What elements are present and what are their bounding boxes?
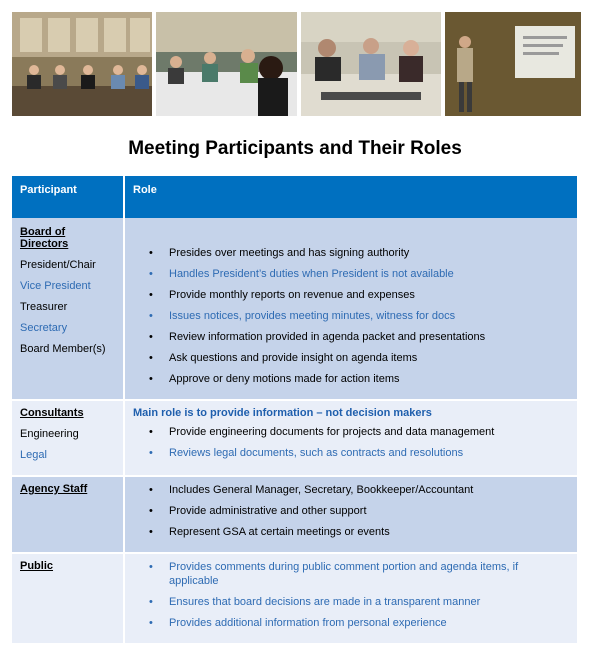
- participant-cell: [12, 218, 124, 400]
- list-item: • Includes General Manager, Secretary, Bookkeeper/Accountant: [133, 483, 569, 497]
- list-item: • Ask questions and provide insight on agenda items: [133, 351, 569, 365]
- photo-strip: [12, 12, 577, 116]
- member-engineering: Engineering: [20, 428, 79, 440]
- role-cell: [124, 476, 577, 553]
- role-list: [133, 560, 569, 630]
- list-item: • Presides over meetings and has signing authority: [133, 246, 569, 260]
- role-cell: [124, 218, 577, 400]
- audience-photo: [156, 12, 297, 116]
- presentation-photo: [445, 12, 581, 116]
- participant-cell: [12, 476, 124, 553]
- list-item: • Approve or deny motions made for action items: [133, 372, 569, 386]
- table-header-row: [12, 176, 577, 218]
- consultants-main-role: Main role is to provide information – not decision makers: [133, 407, 432, 419]
- list-item: • Handles President’s duties when President is not available: [133, 267, 569, 281]
- member-board-members: Board Member(s): [20, 343, 106, 355]
- section-heading-public: Public: [20, 560, 54, 572]
- table-discussion-photo: [301, 12, 441, 116]
- member-president: President/Chair: [20, 259, 96, 271]
- table-row-consultants: [12, 400, 577, 476]
- list-item: • Ensures that board decisions are made in a transparent manner: [133, 595, 569, 609]
- table-row-board: [12, 218, 577, 400]
- header-role: Role: [124, 176, 577, 218]
- role-list: [133, 425, 569, 460]
- role-list: [133, 246, 569, 386]
- table-row-public: [12, 553, 577, 644]
- member-treasurer: Treasurer: [20, 301, 68, 313]
- member-vice-president: Vice President: [20, 280, 91, 292]
- list-item: • Provides additional information from personal experience: [133, 616, 569, 630]
- section-heading-staff: Agency Staff: [20, 483, 88, 495]
- list-item: • Reviews legal documents, such as contracts and resolutions: [133, 446, 569, 460]
- header-participant: Participant: [12, 176, 124, 218]
- member-legal: Legal: [20, 449, 47, 461]
- board-meeting-photo: [12, 12, 152, 116]
- list-item: • Provides comments during public comment portion and agenda items, if applicable: [133, 560, 569, 588]
- participant-cell: [12, 400, 124, 476]
- list-item: • Provide monthly reports on revenue and expenses: [133, 288, 569, 302]
- section-heading-consultants: Consultants: [20, 407, 84, 419]
- role-cell: [124, 400, 577, 476]
- participants-table: [12, 176, 577, 645]
- table-row-staff: [12, 476, 577, 553]
- list-item: • Issues notices, provides meeting minutes, witness for docs: [133, 309, 569, 323]
- role-cell: [124, 553, 577, 644]
- list-item: • Provide engineering documents for projects and data management: [133, 425, 569, 439]
- participant-cell: [12, 553, 124, 644]
- page-title: Meeting Participants and Their Roles: [128, 138, 462, 159]
- list-item: • Represent GSA at certain meetings or events: [133, 525, 569, 539]
- list-item: • Review information provided in agenda packet and presentations: [133, 330, 569, 344]
- member-secretary: Secretary: [20, 322, 68, 334]
- section-heading-board: Board of Directors: [20, 226, 69, 250]
- list-item: • Provide administrative and other support: [133, 504, 569, 518]
- role-list: [133, 483, 569, 539]
